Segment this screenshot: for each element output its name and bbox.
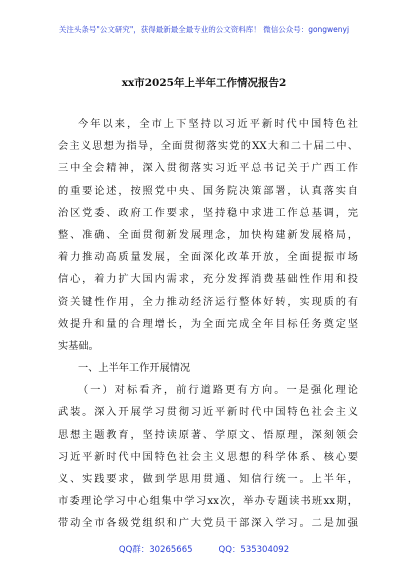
text-line: 今年以来，全市上下坚持以习近平新时代中国特色社: [78, 119, 358, 130]
text-line: 治区党委、政府工作要求，坚持稳中求进工作总基调，完: [58, 207, 358, 219]
section-heading: 一、上半年工作开展情况: [78, 363, 191, 375]
text-line: 的重要论述，按照党中央、国务院决策部署，认真落实自: [58, 185, 358, 197]
text-line: 思想主题教育，坚持读原著、学原文、悟原理，深刻领会: [58, 429, 358, 441]
promo-banner: 关注头条号"公文研究"，获得最新最全最专业的公文资料库！ 微信公众号：gongwenyj: [58, 25, 350, 34]
document-body: [58, 114, 358, 536]
text-line: 带动全市各级党组织和广大党员干部深入学习。二是加强: [58, 518, 358, 530]
text-line: 信心，着力扩大国内需求，充分发挥消费基础性作用和投: [58, 274, 358, 286]
qq-group-text: QQ群：30265665: [118, 545, 193, 555]
text-line: 三中全会精神，深入贯彻落实习近平总书记关于广西工作: [58, 163, 358, 175]
text-line: 实基础。: [58, 340, 99, 352]
text-line: 武装。深入开展学习贯彻习近平新时代中国特色社会主义: [58, 407, 358, 419]
text-line: 义、实践要求，做到学思用贯通、知信行统一。上半年，: [58, 474, 358, 485]
text-line: 整、准确、全面贯彻新发展理念，加快构建新发展格局，: [58, 229, 358, 241]
text-line: 着力推动高质量发展，全面深化改革开放，全面提振市场: [58, 252, 358, 264]
text-line: 市委理论学习中心组集中学习xx次，举办专题读书班xx期，: [58, 496, 358, 508]
text-line: 效提升和量的合理增长，为全面完成全年目标任务奠定坚: [58, 318, 358, 330]
text-line: 习近平新时代中国特色社会主义思想的科学体系、核心要: [58, 451, 358, 463]
qq-contact-text: QQ：535304092: [218, 545, 290, 555]
contact-footer: [0, 543, 408, 555]
text-line: 资关键性作用，全力推动经济运行整体好转，实现质的有: [58, 296, 358, 308]
text-line: （一）对标看齐，前行道路更有方向。一是强化理论: [78, 385, 358, 397]
text-line: 会主义思想为指导，全面贯彻落实党的XX大和二十届二中、: [58, 141, 358, 153]
page-title: xx市2025年上半年工作情况报告2: [121, 77, 287, 89]
